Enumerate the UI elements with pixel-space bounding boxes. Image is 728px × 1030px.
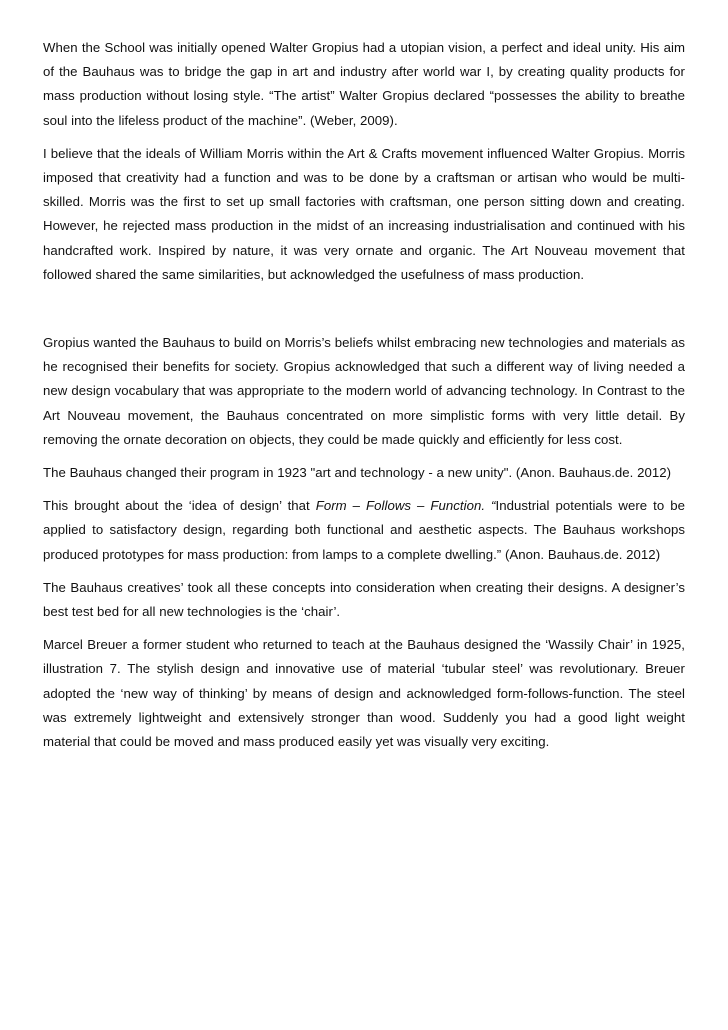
paragraph-william-morris: I believe that the ideals of William Morris within the Art & Crafts movement influenced Walter Gropius. Morris imposed that creativity had a function and was to be done by a craftsman or artisan who would be multi-skilled. Morris was the first to set up small factories with craftsman, one person sitting down and creating. However, he rejected mass production in the midst of an increasing industrialisation and continued with his handcrafted work. Inspired by nature, it was very ornate and organic. The Art Nouveau movement that followed shared the same similarities, but acknowledged the usefulness of mass production. xyxy=(43,145,685,282)
paragraph-chair-test-bed: The Bauhaus creatives’ took all these concepts into consideration when creating their designs. A designer’s best test bed for all new technologies is the ‘chair’. xyxy=(43,579,685,620)
document-page xyxy=(43,36,685,754)
paragraph-marcel-breuer: Marcel Breuer a former student who returned to teach at the Bauhaus designed the ‘Wassily Chair’ in 1925, illustration 7. The stylish design and innovative use of material ‘tubular steel’ was revolutionary. Breuer adopted the ‘new way of thinking’ by means of design and acknowledged form-follows-function. The steel was extremely lightweight and extensively stronger than wood. Suddenly you had a good light weight material that could be moved and mass produced easily yet was visually very exciting. xyxy=(43,637,685,750)
paragraph-program-1923: The Bauhaus changed their program in 1923 "art and technology - a new unity". (Anon. Bauhaus.de. 2012) xyxy=(43,465,672,481)
paragraph-text-before: This brought about the ‘idea of design’ that xyxy=(43,498,316,514)
paragraph-gropius-technology: Gropius wanted the Bauhaus to build on Morris’s beliefs whilst embracing new technologies and materials as he recognised their benefits for society. Gropius acknowledged that such a different way of living needed a new design vocabulary that was appropriate to the modern world of advancing technology. In Contrast to the Art Nouveau movement, the Bauhaus concentrated on more simplistic forms with very little detail. By removing the ornate decoration on objects, they could be made quickly and efficiently for less cost. xyxy=(43,335,685,447)
paragraph-gropius-vision: When the School was initially opened Walter Gropius had a utopian vision, a perfect and ideal unity. His aim of the Bauhaus was to bridge the gap in art and industry after world war I, by creating quality products for mass production without losing style. “The artist” Walter Gropius declared “possesses the ability to breathe soul into the lifeless product of the machine”. (Weber, 2009). xyxy=(43,40,685,128)
paragraph-text-after: Industrial potentials were to be applied to satisfactory design, regarding both functional and aesthetic aspects. The Bauhaus workshops produced prototypes for mass production: from lamps to a complete dwelling.” (Anon. Bauhaus.de. 2012) xyxy=(43,498,685,562)
paragraph-form-follows-function xyxy=(43,494,685,567)
italic-phrase-form-follows-function: Form – Follows – Function. “ xyxy=(315,498,496,514)
